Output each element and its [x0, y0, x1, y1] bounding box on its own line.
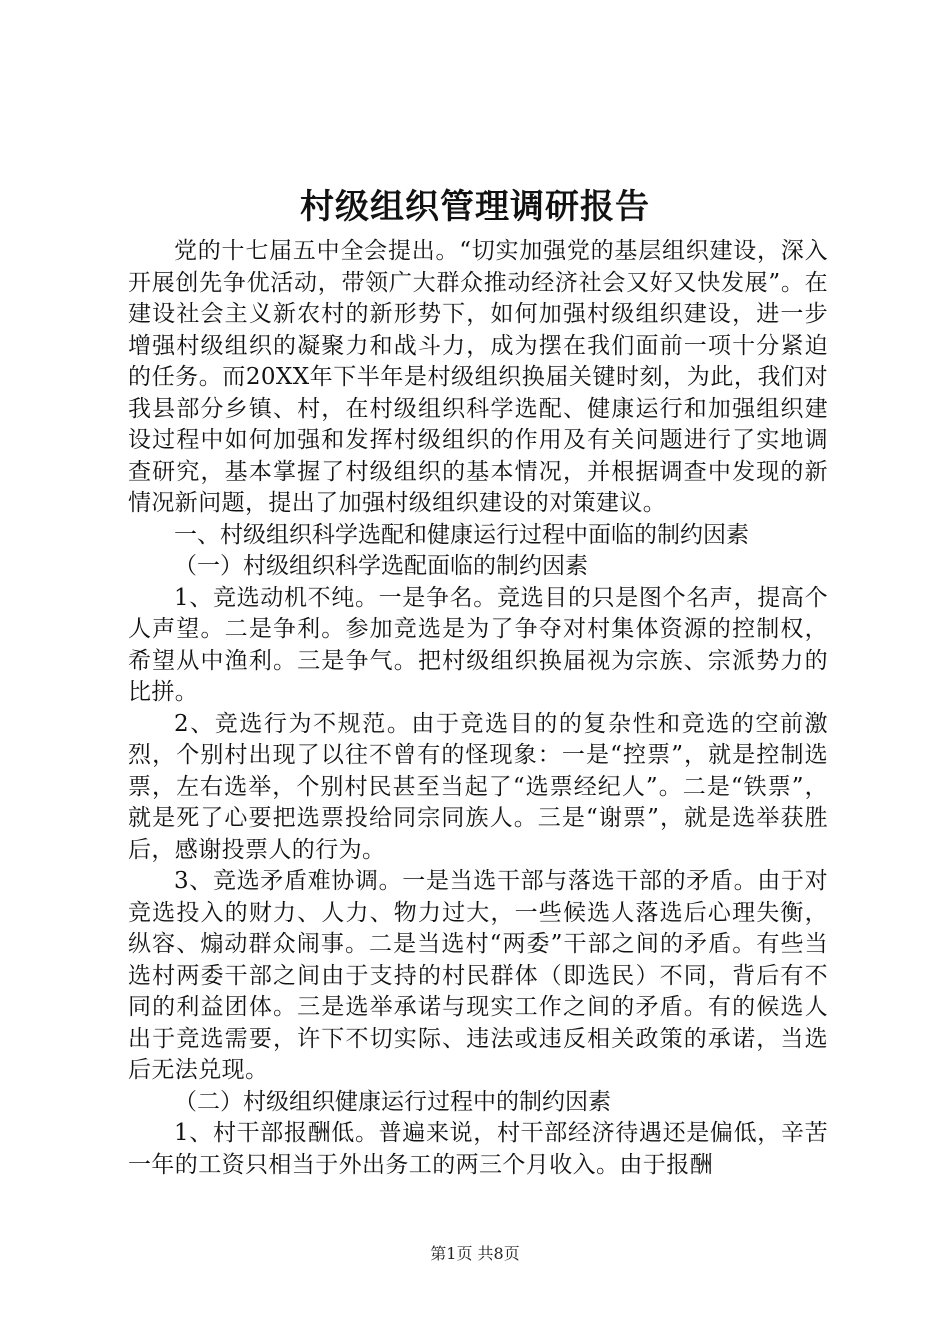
page-footer: 第1页 共8页 [430, 1244, 520, 1263]
subsection-heading-2: （二）村级组织健康运行过程中的制约因素 [174, 1088, 611, 1115]
section-heading-1: 一、村级组织科学选配和健康运行过程中面临的制约因素 [174, 521, 749, 548]
paragraph-item-2: 2、竞选行为不规范。由于竞选目的的复杂性和竞选的空前激烈，个别村出现了以往不曾有的怪现象：一是“控票”，就是控制选票，左右选举，个别村民甚至当起了“选票经纪人”。二是“铁票”，就是死了心要把选票投给同宗同族人。三是“谢票”，就是选举获胜后，感谢投票人的行为。 [128, 710, 828, 863]
intro-paragraph: 党的十七届五中全会提出。“切实加强党的基层组织建设，深入开展创先争优活动，带领广大群众推动经济社会又好又快发展”。在建设社会主义新农村的新形势下，如何加强村级组织建设，进一步增强村级组织的凝聚力和战斗力，成为摆在我们面前一项十分紧迫的任务。而20XX年下半年是村级组织换届关键时刻，为此，我们对我县部分乡镇、村，在村级组织科学选配、健康运行和加强组织建设过程中如何加强和发挥村级组织的作用及有关问题进行了实地调查研究，基本掌握了村级组织的基本情况，并根据调查中发现的新情况新问题，提出了加强村级组织建设的对策建议。 [128, 238, 828, 516]
paragraph-item-3: 3、竞选矛盾难协调。一是当选干部与落选干部的矛盾。由于对竞选投入的财力、人力、物力过大，一些候选人落选后心理失衡，纵容、煽动群众闹事。二是当选村“两委”干部之间的矛盾。有些当选村两委干部之间由于支持的村民群体（即选民）不同，背后有不同的利益团体。三是选举承诺与现实工作之间的矛盾。有的候选人出于竞选需要，许下不切实际、违法或违反相关政策的承诺，当选后无法兑现。 [128, 868, 828, 1083]
paragraph-item-4: 1、村干部报酬低。普遍来说，村干部经济待遇还是偏低，辛苦一年的工资只相当于外出务工的两三个月收入。由于报酬 [128, 1120, 828, 1178]
document-title: 村级组织管理调研报告 [300, 187, 650, 227]
subsection-heading-1: （一）村级组织科学选配面临的制约因素 [174, 553, 588, 579]
document-body [128, 236, 828, 1181]
paragraph-item-1: 1、竞选动机不纯。一是争名。竞选目的只是图个名声，提高个人声望。二是争利。参加竞选是为了争夺对村集体资源的控制权，希望从中渔利。三是争气。把村级组织换届视为宗族、宗派势力的比拼。 [128, 584, 828, 705]
